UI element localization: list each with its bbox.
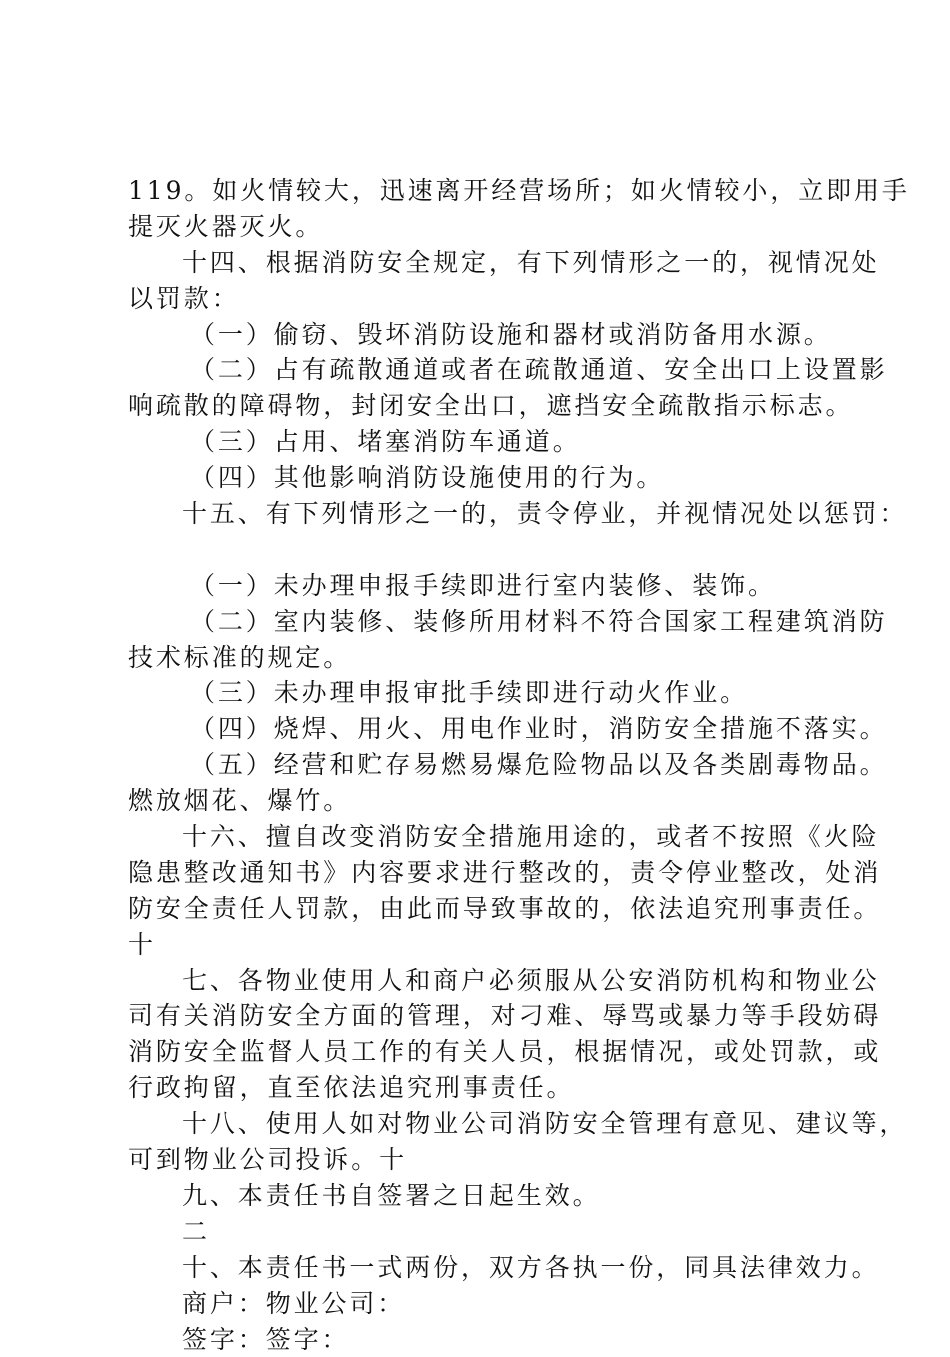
document-text-line: 二 <box>128 1214 850 1250</box>
document-text-line: 十五、有下列情形之一的，责令停业，并视情况处以惩罚： <box>128 496 850 532</box>
document-text-line: （三）未办理申报审批手续即进行动火作业。 <box>128 675 850 711</box>
document-text-line: 可到物业公司投诉。十 <box>128 1142 850 1178</box>
document-text-line: 司有关消防安全方面的管理，对刁难、辱骂或暴力等手段妨碍 <box>128 998 850 1034</box>
document-text-line: 技术标准的规定。 <box>128 640 850 676</box>
document-text-line: 响疏散的障碍物，封闭安全出口，遮挡安全疏散指示标志。 <box>128 388 850 424</box>
document-text-line: （三）占用、堵塞消防车通道。 <box>128 424 850 460</box>
document-text-line: （二）室内装修、装修所用材料不符合国家工程建筑消防 <box>128 604 850 640</box>
document-text-line: 十四、根据消防安全规定，有下列情形之一的，视情况处 <box>128 245 850 281</box>
document-text-line: 隐患整改通知书》内容要求进行整改的，责令停业整改，处消 <box>128 855 850 891</box>
document-text-line: 签字：签字： <box>128 1322 850 1357</box>
document-text-line: 消防安全监督人员工作的有关人员，根据情况，或处罚款，或 <box>128 1034 850 1070</box>
document-text-line: 防安全责任人罚款，由此而导致事故的，依法追究刑事责任。 <box>128 891 850 927</box>
document-text-line: 十、本责任书一式两份，双方各执一份，同具法律效力。 <box>128 1250 850 1286</box>
document-text-line: 行政拘留，直至依法追究刑事责任。 <box>128 1070 850 1106</box>
document-text-line: 七、各物业使用人和商户必须服从公安消防机构和物业公 <box>128 963 850 999</box>
document-text-line: 十八、使用人如对物业公司消防安全管理有意见、建议等， <box>128 1106 850 1142</box>
document-text-line: 以罚款： <box>128 281 850 317</box>
document-text-line: 十六、擅自改变消防安全措施用途的，或者不按照《火险 <box>128 819 850 855</box>
blank-line <box>128 532 850 568</box>
document-text-line: （一）偷窃、毁坏消防设施和器材或消防备用水源。 <box>128 317 850 353</box>
document-text-line: （四）其他影响消防设施使用的行为。 <box>128 460 850 496</box>
document-body <box>128 173 850 1357</box>
document-text-line: 商户：物业公司： <box>128 1286 850 1322</box>
document-text-line: 九、本责任书自签署之日起生效。 <box>128 1178 850 1214</box>
document-text-line: （四）烧焊、用火、用电作业时，消防安全措施不落实。 <box>128 711 850 747</box>
document-text-line: 燃放烟花、爆竹。 <box>128 783 850 819</box>
document-text-line: 提灭火器灭火。 <box>128 209 850 245</box>
document-text-line: （二）占有疏散通道或者在疏散通道、安全出口上设置影 <box>128 352 850 388</box>
document-text-line: （一）未办理申报手续即进行室内装修、装饰。 <box>128 568 850 604</box>
document-text-line: 119。如火情较大，迅速离开经营场所；如火情较小，立即用手 <box>128 173 850 209</box>
document-text-line: （五）经营和贮存易燃易爆危险物品以及各类剧毒物品。 <box>128 747 850 783</box>
document-text-line: 十 <box>128 927 850 963</box>
